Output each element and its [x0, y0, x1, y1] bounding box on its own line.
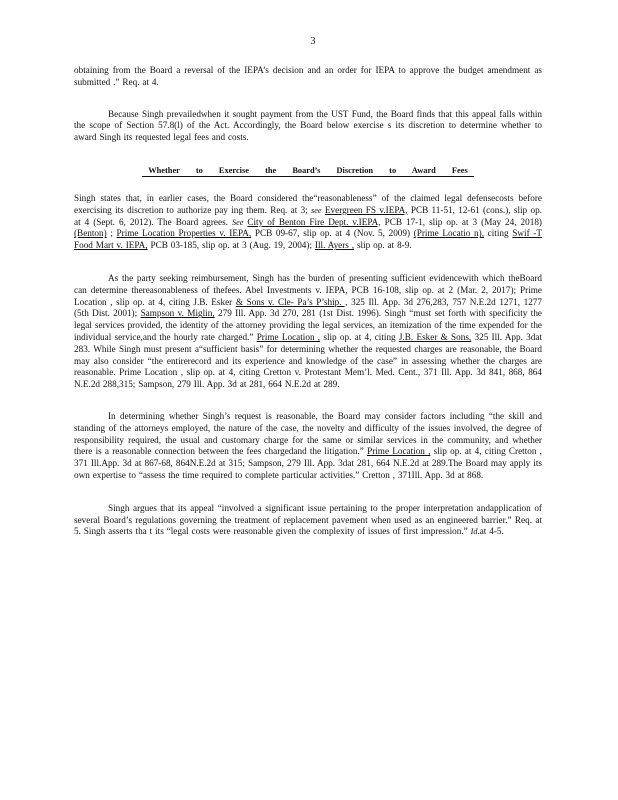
paragraph-singh-states — [74, 193, 542, 252]
text-segment: Singh states that, in earlier cases, the Board considered the“reasonableness” of the claimed legal defensecosts before exercising its discretion to authorize pay ing them. Req. at 3; — [74, 192, 542, 215]
paragraph-burden — [74, 273, 542, 391]
paragraph-prevailed: Because Singh prevailedwhen it sought payment from the UST Fund, the Board finds that this appeal falls within the scope of Section 57.8(l) of the Act. Accordingly, the Board below exercise s its discretion to determine whether to award Singh its requested legal fees and costs. — [74, 108, 542, 143]
paragraph-singh-argues — [74, 503, 542, 538]
paragraph-continuation: obtaining from the Board a reversal of the IEPA’s decision and an order for IEPA to approve the budget amendment as submitted .” Req. at 4. — [74, 65, 542, 87]
text-segment: 325 Ill. App. 3d 276,283, 757 N.E.2d 1271, 1277 (5th Dist. 2001); — [74, 296, 542, 319]
case-citation: J.B. Esker & Sons, — [398, 331, 472, 342]
case-citation: & Sons v. Cle- Pa’s P’ship. , — [235, 296, 348, 307]
case-citation: Sampson v. Miglin, — [140, 308, 215, 319]
case-citation: Swif -T Food Mart v. IEPA, — [74, 228, 542, 251]
text-segment: slip op. at 4, citing Cretton , 371 Ill.App. 3d at 867-68, 864N.E.2d at 315; Sampson, 279 Ill. App. 3dat 281, 664 N.E.2d at 289.The Board may apply its own expertise to “assess the time required to complete particular activities.” Cretton , 371Ill. App. 3d at 868. — [74, 446, 542, 480]
text-segment: 325 Ill. App. 3dat 283. While Singh must present a“sufficient basis” for determining whether the requested charges are reasonable, the Board may also consider “the entirerecord and its experience and knowledge of the case” in assessing whether the charges are reasonable. Prime Location , slip op. at 4, citing Cretton v. Protestant Mem’l. Med. Cent., 371 Ill. App. 3d 841, 868, 864 N.E.2d 288,315; Sampson, 279 Ill. App. 3d at 281, 664 N.E.2d at 289. — [74, 331, 542, 390]
short-cite: Ill. Ayers , — [314, 240, 355, 251]
text-segment: Singh argues that its appeal “involved a significant issue pertaining to the proper interpretation andapplication of several Board’s regulations governing the treatment of replacement pavement when used as an engineered barrier.” Req. at 5. Singh asserts tha t its “legal costs were reasonable given the complexity of issues of first impression.” — [74, 502, 542, 537]
document-page — [74, 36, 542, 538]
short-cite: Prime Location , — [367, 446, 431, 457]
text-segment: PCB 17-1, slip op. at 3 (May 24, 2018) — [384, 216, 542, 227]
short-cite: Prime Location , — [256, 331, 321, 342]
short-cite: (Prime Locatio n), — [413, 228, 485, 239]
signal-word: Id — [470, 527, 478, 537]
text-segment: ; — [110, 228, 113, 239]
case-citation: Evergreen FS v.IEPA, — [324, 204, 408, 215]
case-citation: Prime Location Properties v. IEPA, — [116, 228, 252, 239]
signal-word: see — [311, 205, 322, 215]
text-segment: PCB 11-51, 12-61 (cons.), slip op. at 4 (Sept. 6, 2012). The Board agrees. — [74, 204, 542, 227]
section-heading-text: Whether to Exercise the Board’s Discretion to Award Fees — [142, 166, 473, 177]
paragraph-determining — [74, 411, 542, 482]
text-segment: PCB 03-185, slip op. at 3 (Aug. 19, 2004); — [150, 240, 313, 251]
text-segment: .at 4-5. — [477, 526, 504, 537]
case-citation: City of Benton Fire Dept. v.IEPA, — [247, 216, 381, 227]
section-heading — [74, 166, 542, 175]
text-segment: slip op. at 4, citing — [323, 331, 396, 342]
signal-word: See — [231, 217, 244, 227]
text-segment: As the party seeking reimbursement, Singh has the burden of presenting sufficient evidencewith which theBoard can determine thereasonableness of thefees. Abel Investments v. IEPA, PCB 16-108, slip op. at 2 (Mar. 2, 2017); Prime Location , slip op. at 4, citing J.B. Esker — [74, 272, 542, 307]
page-number: 3 — [310, 36, 316, 47]
text-segment: PCB 09-67, slip op. at 4 (Nov. 5, 2009) — [254, 228, 411, 239]
short-cite: (Benton) — [74, 228, 107, 239]
text-segment: citing — [487, 228, 509, 239]
text-segment: slip op. at 8-9. — [356, 240, 412, 251]
text-segment: 279 Ill. App. 3d 270, 281 (1st Dist. 1996). Singh “must set forth with specificity the legal services provided, the identity of the attorney providing the legal services, an itemization of the time expended for the individual service,and the hourly rate charged.” — [74, 308, 543, 342]
text-segment: In determining whether Singh’s request is reasonable, the Board may consider factors including “the skill and standing of the attorneys employed, the nature of the case, the novelty and difficulty of the issues involved, the degree of responsibility required, the usual and customary charge for the same or similar services in the community, and whether there is a reasonable connection between the fees chargedand the litigation.” — [74, 410, 542, 457]
